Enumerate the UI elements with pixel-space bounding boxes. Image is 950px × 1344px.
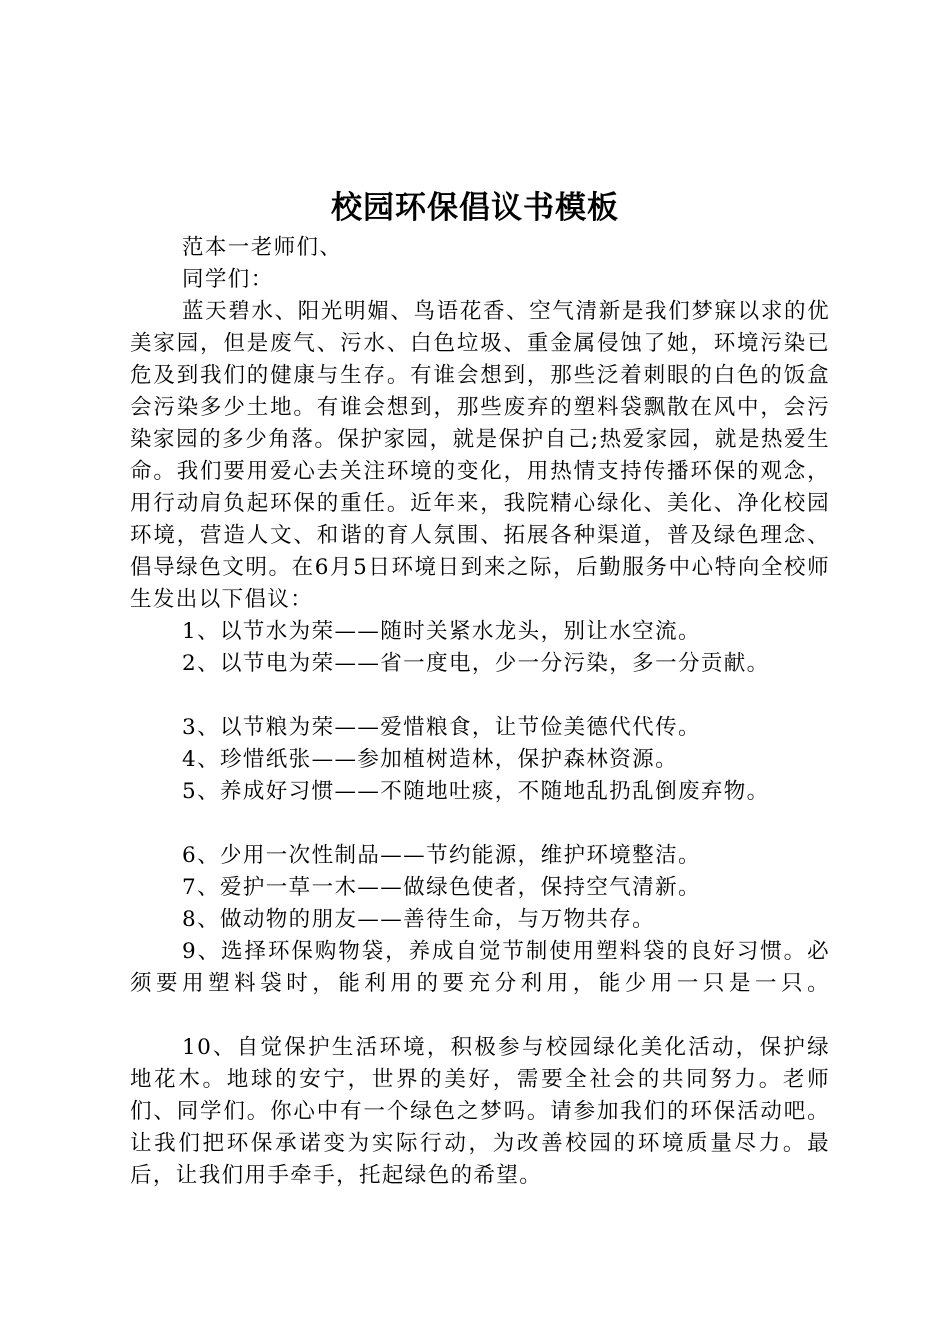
proposal-item: 7、爱护一草一木——做绿色使者，保持空气清新。 (182, 875, 701, 900)
document-title: 校园环保倡议书模板 (331, 190, 619, 226)
proposal-item: 4、珍惜纸张——参加植树造林，保护森林资源。 (182, 747, 678, 772)
proposal-item: 8、做动物的朋友——善待生命，与万物共存。 (182, 907, 656, 932)
proposal-item: 9、选择环保购物袋，养成自觉节制使用塑料袋的良好习惯。必须要用塑料袋时，能利用的要充分利用，能少用一只是一只。 (130, 939, 830, 996)
paragraph-spacer (130, 680, 830, 712)
proposal-item: 5、养成好习惯——不随地吐痰，不随地乱扔乱倒废弃物。 (182, 779, 770, 804)
intro-paragraph: 蓝天碧水、阳光明媚、鸟语花香、空气清新是我们梦寐以求的优美家园，但是废气、污水、白色垃圾、重金属侵蚀了她，环境污染已危及到我们的健康与生存。有谁会想到，那些泛着刺眼的白色的饭盒会污染多少土地。有谁会想到，那些废弃的塑料袋飘散在风中，会污染家园的多少角落。保护家园，就是保护自己;热爱家园，就是热爱生命。我们要用爱心去关注环境的变化，用热情支持传播环保的观念，用行动肩负起环保的重任。近年来，我院精心绿化、美化、净化校园环境，营造人文、和谐的育人氛围、拓展各种渠道，普及绿色理念、倡导绿色文明。在6月5日环境日到来之际，后勤服务中心特向全校师生发出以下倡议： (130, 299, 830, 612)
paragraph-spacer (130, 808, 830, 840)
proposal-item: 6、少用一次性制品——节约能源，维护环境整洁。 (182, 843, 701, 868)
salutation-line: 范本一老师们、 (182, 235, 343, 260)
proposal-item: 10、自觉保护生活环境，积极参与校园绿化美化活动，保护绿地花木。地球的安宁，世界的美好，需要全社会的共同努力。老师们、同学们。你心中有一个绿色之梦吗。请参加我们的环保活动吧。让我们把环保承诺变为实际行动，为改善校园的环境质量尽力。最后，让我们用手牵手，托起绿色的希望。 (130, 1035, 830, 1188)
paragraph-spacer (130, 1000, 830, 1032)
proposal-item: 2、以节电为荣——省一度电，少一分污染，多一分贡献。 (182, 651, 770, 676)
document-body (130, 232, 830, 1192)
salutation-line: 同学们： (182, 267, 274, 292)
proposal-item: 1、以节水为荣——随时关紧水龙头，别让水空流。 (182, 619, 701, 644)
proposal-item: 3、以节粮为荣——爱惜粮食，让节俭美德代代传。 (182, 715, 701, 740)
